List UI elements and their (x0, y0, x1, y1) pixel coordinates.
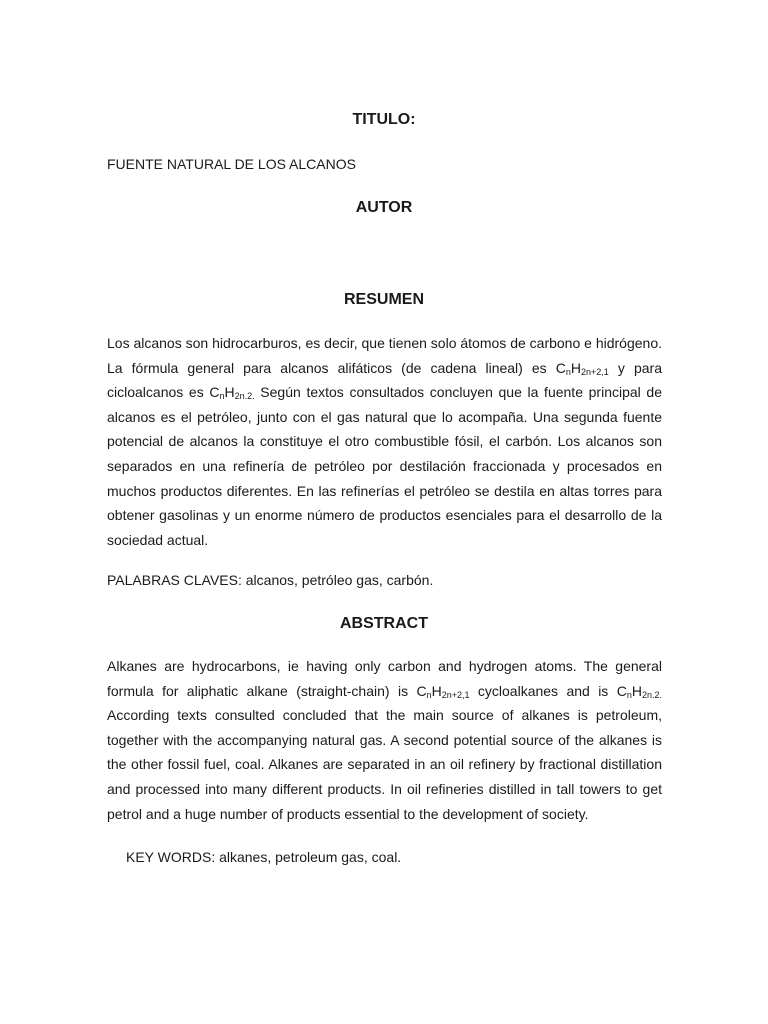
resumen-text-3: Según textos consultados concluyen que la fuente principal de alcanos es el petróleo, junto con el gas natural que lo acompaña. Una segunda fuente potencial de alcanos la constituye el otro combustible fósil, el carbón. Los alcanos son separados en una refinería de petróleo por destilación fraccionada y procesados en muchos productos diferentes. En las refinerías el petróleo se destila en altas torres para obtener gasolinas y un enorme número de productos esenciales para el desarrollo de la sociedad actual. (107, 384, 662, 548)
formula-hydrogen-subscript: 2n+2,1 (581, 366, 609, 377)
resumen-text-1: Los alcanos son hidrocarburos, es decir, que tienen solo átomos de carbono e hidrógeno. La fórmula general para alcanos alifáticos (de cadena lineal) es (107, 335, 662, 376)
formula-carbon: C (555, 359, 566, 376)
abstract-text-1: Alkanes are hydrocarbons, ie having only carbon and hydrogen atoms. The general formula for aliphatic alkane (straight-chain) is (107, 658, 662, 699)
formula-carbon: C (209, 384, 220, 401)
formula-carbon-subscript: n (626, 689, 632, 700)
formula-hydrogen: H (631, 682, 642, 699)
formula-hydrogen: H (570, 359, 582, 376)
autor-heading: AUTOR (355, 199, 413, 216)
abstract-heading: ABSTRACT (340, 615, 428, 632)
abstract-text-3: According texts consulted concluded that the main source of alkanes is petroleum, together with the accompanying natural gas. A second potential source of the alkanes is the other fossil fuel, coal. Alkanes are separated in an oil refinery by fractional distillation and processed into many different products. In oil refineries distilled in tall towers to get petrol and a huge number of products essential to the development of society. (107, 707, 662, 822)
cycloalkane-formula (209, 384, 254, 400)
alkane-formula (556, 360, 609, 376)
formula-carbon-subscript: n (426, 689, 432, 700)
titulo-heading: TITULO: (352, 111, 416, 128)
formula-hydrogen: H (431, 682, 442, 699)
abstract-paragraph (107, 654, 662, 826)
formula-hydrogen-subscript: 2n+2,1 (441, 689, 470, 700)
resumen-text-2: y para cicloalcanos es (107, 359, 662, 401)
resumen-paragraph (107, 331, 662, 552)
formula-hydrogen: H (224, 384, 235, 401)
formula-carbon: C (416, 682, 427, 699)
titulo-text: FUENTE NATURAL DE LOS ALCANOS (107, 156, 356, 172)
abstract-text-2: cycloalkanes and is (469, 682, 617, 699)
key-words: KEY WORDS: alkanes, petroleum gas, coal. (126, 849, 402, 865)
formula-hydrogen-subscript: 2n.2. (234, 391, 255, 402)
formula-carbon-subscript: n (219, 391, 225, 402)
resumen-heading: RESUMEN (343, 291, 424, 308)
palabras-claves: PALABRAS CLAVES: alcanos, petróleo gas, carbón. (107, 572, 434, 588)
alkane-formula (416, 683, 469, 699)
formula-carbon: C (616, 682, 627, 699)
formula-carbon-subscript: n (565, 366, 571, 377)
formula-hydrogen-subscript: 2n.2. (641, 689, 662, 700)
cycloalkane-formula (617, 683, 662, 699)
